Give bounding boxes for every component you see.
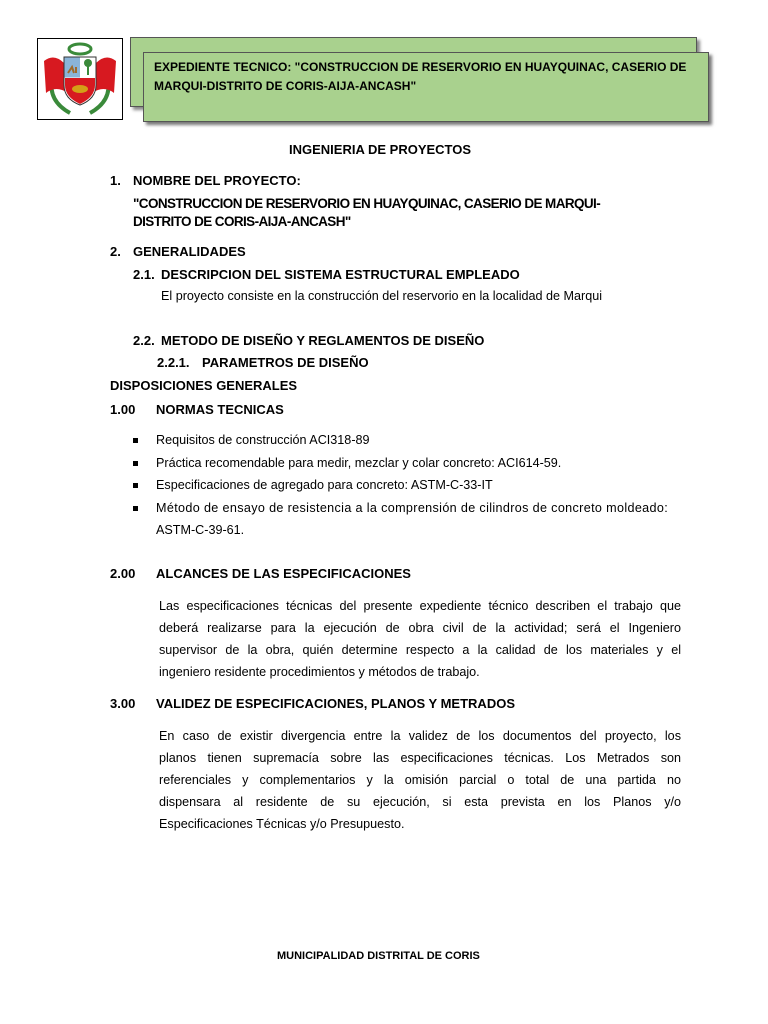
paragraph-line: dispensara al residente de su ejecución, si esta prevista en los Planos y/o bbox=[159, 795, 681, 809]
header-title: EXPEDIENTE TECNICO: "CONSTRUCCION DE RESERVORIO EN HUAYQUINAC, CASERIO DE MARQUI-DISTRITO DE CORIS-AIJA-ANCASH" bbox=[154, 60, 687, 93]
footer-text: MUNICIPALIDAD DISTRITAL DE CORIS bbox=[277, 950, 480, 962]
section-2-2-number: 2.2. bbox=[133, 333, 155, 348]
section-2-1-body: El proyecto consiste en la construcción del reservorio en la localidad de Marqui bbox=[161, 289, 603, 303]
norm-3-number: 3.00 bbox=[110, 696, 136, 711]
disposiciones-title: DISPOSICIONES GENERALES bbox=[110, 378, 298, 393]
norm-3-title: VALIDEZ DE ESPECIFICACIONES, PLANOS Y METRADOS bbox=[156, 696, 515, 711]
bullet-marker bbox=[133, 483, 138, 488]
paragraph-line: En caso de existir divergencia entre la validez de los documentos del proyecto, los bbox=[159, 729, 681, 743]
bullet-marker bbox=[133, 438, 138, 443]
paragraph-line: referenciales y complementarios y la omisión parcial o total de una partida no bbox=[159, 773, 681, 787]
bullet-item: Requisitos de construcción ACI318-89 bbox=[156, 433, 370, 447]
bullet-marker bbox=[133, 461, 138, 466]
section-2-1-number: 2.1. bbox=[133, 267, 155, 282]
paragraph-line: Las especificaciones técnicas del presente expediente técnico describen el trabajo que bbox=[159, 599, 681, 613]
page-title: INGENIERIA DE PROYECTOS bbox=[289, 142, 472, 157]
norm-2-number: 2.00 bbox=[110, 566, 136, 581]
project-name-line-1: "CONSTRUCCION DE RESERVORIO EN HUAYQUINAC, CASERIO DE MARQUI- bbox=[133, 196, 601, 211]
paragraph-line: supervisor de la obra, quién determine respecto a la calidad de los materiales y el bbox=[159, 643, 681, 657]
paragraph-line: ingeniero residente procedimientos y métodos de trabajo. bbox=[159, 665, 480, 679]
bullet-item: Especificaciones de agregado para concreto: ASTM-C-33-IT bbox=[156, 478, 493, 492]
norm-1-number: 1.00 bbox=[110, 402, 136, 417]
header-title-box bbox=[143, 52, 709, 122]
section-2-2-1-title: PARAMETROS DE DISEÑO bbox=[202, 355, 369, 370]
section-2-number: 2. bbox=[110, 244, 121, 259]
logo-frame bbox=[37, 38, 123, 120]
section-2-2-1-number: 2.2.1. bbox=[157, 355, 190, 370]
norm-1-title: NORMAS TECNICAS bbox=[156, 402, 284, 417]
bullet-item-continuation: ASTM-C-39-61. bbox=[156, 523, 245, 537]
section-1-title: NOMBRE DEL PROYECTO: bbox=[133, 173, 301, 188]
section-1-number: 1. bbox=[110, 173, 121, 188]
section-2-2-title: METODO DE DISEÑO Y REGLAMENTOS DE DISEÑO bbox=[161, 333, 485, 348]
bullet-item: Método de ensayo de resistencia a la comprensión de cilindros de concreto moldeado: bbox=[156, 501, 669, 515]
bullet-item: Práctica recomendable para medir, mezclar y colar concreto: ACI614-59. bbox=[156, 456, 562, 470]
paragraph-line: Especificaciones Técnicas y/o Presupuesto. bbox=[159, 817, 405, 831]
paragraph-line: planos tienen supremacía sobre las especificaciones técnicas. Los Metrados son bbox=[159, 751, 681, 765]
paragraph-line: deberá realizarse para la ejecución de obra civil de la actividad; será el Ingeniero bbox=[159, 621, 681, 635]
section-2-title: GENERALIDADES bbox=[133, 244, 246, 259]
bullet-marker bbox=[133, 506, 138, 511]
section-2-1-title: DESCRIPCION DEL SISTEMA ESTRUCTURAL EMPLEADO bbox=[161, 267, 520, 282]
project-name-line-2: DISTRITO DE CORIS-AIJA-ANCASH" bbox=[133, 214, 351, 229]
peru-coat-of-arms-icon bbox=[38, 39, 122, 119]
norm-2-title: ALCANCES DE LAS ESPECIFICACIONES bbox=[156, 566, 411, 581]
